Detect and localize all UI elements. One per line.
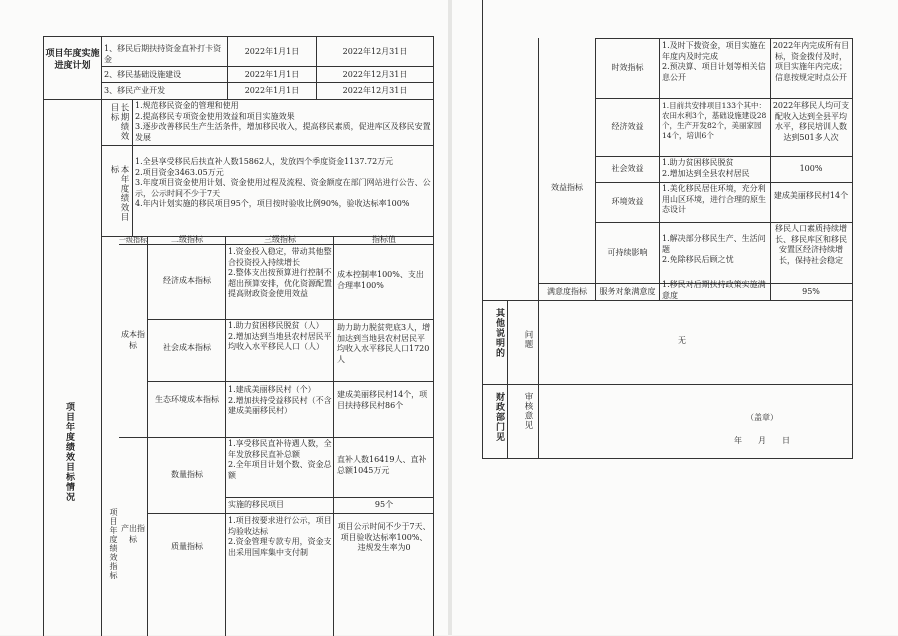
r-row-6-level3: 1.移民对后期扶持政策实施满意度 xyxy=(662,280,766,300)
row-2-value: 助力助力脱贫兜底3人，增加达到当地县农村居民平均收入水平移民人口1720人 xyxy=(337,323,431,364)
r-row-6-value: 95% xyxy=(802,287,820,296)
row-2-level2: 社会成本指标 xyxy=(163,343,211,352)
r-row-2-level3: 1.目前共安排项目133个其中：农田水利3个，基础设施建设28个，生产开发82个，美丽家园14个，培训6个 xyxy=(662,101,767,140)
schedule-row-1-name: 1、移民后期扶持资金直补打卡资金 xyxy=(104,44,222,64)
r-row-2-level2: 经济效益 xyxy=(611,122,644,131)
row-4-level2: 数量指标 xyxy=(171,470,203,479)
r-row-3-level3: 1.助力贫困移民脱贫 2.增加达到全县农村居民 xyxy=(662,158,750,178)
date-text: 年 月 日 xyxy=(734,436,790,445)
r-row-1-level3: 1.及时下拨资金，项目实施在年度内及时完成 2.预决算、项目计划等相关信息公开 xyxy=(662,41,766,82)
row-1-value: 成本控制率100%、支出合理率100% xyxy=(337,270,424,290)
schedule-row-3-end: 2022年12月31日 xyxy=(342,86,408,95)
row-5-value: 95个 xyxy=(374,500,394,509)
row-3-level2: 生态环境成本指标 xyxy=(155,395,219,404)
schedule-label: 项目年度实施进度计划 xyxy=(45,49,100,71)
schedule-row-1-end: 2022年12月31日 xyxy=(342,47,408,56)
output-label: 产出指标 xyxy=(121,524,145,544)
dept-label: 财政部门见 xyxy=(494,392,504,442)
long-term-label: 长期绩效目标 xyxy=(109,103,129,141)
row-6-level3: 1.项目按要求进行公示，项目均验收达标 2.资金管理专款专用，资金支出采用国库集中支付制 xyxy=(228,516,332,557)
long-term-text: 1.规范移民资金的管理和使用 2.提高移民专项资金使用效益和项目实施效果 3.逐步改善移民生产生活条件，增加移民收入，提高移民素质，促进库区及移民安置发展 xyxy=(135,101,431,142)
row-6-level2: 质量指标 xyxy=(171,542,203,551)
right-page xyxy=(452,0,898,635)
other-sub: 问题 xyxy=(523,330,533,349)
r-row-6-level1: 满意度指标 xyxy=(547,287,587,296)
annual-text: 1.全县享受移民后扶直补人数15862人，发放四个季度资金1137.72万元 2.项目资金3463.05万元 3.年度项目资金使用计划、资金使用过程及流程、资金额度在部门网站进行公告、公示，公示时间不少于7天 4.年内计划实施的移民项目95个，项目按时验收比例90%，验收达标率100% xyxy=(135,157,431,208)
row-4-value: 直补人数16419人、直补总额1045万元 xyxy=(337,455,427,475)
row-3-value: 建成美丽移民村14个，项目扶持移民村86个 xyxy=(337,390,428,410)
header-level1: 一级指标 xyxy=(119,236,147,244)
annual-label: 本年度绩效目标 xyxy=(109,165,129,222)
r-row-1-value: 2022年内完成所有目标，资金拨付及时，项目实施年内完成；信息按规定时点公开 xyxy=(772,41,850,82)
schedule-row-3-start: 2022年1月1日 xyxy=(244,86,300,95)
header-level2: 二级指标 xyxy=(171,235,203,244)
r-row-4-level3: 1.美化移民居住环境，充分利用山区环境，进行合理的原生态设计 xyxy=(662,184,766,214)
row-1-level2: 经济成本指标 xyxy=(163,276,211,285)
dept-sub: 审核意见 xyxy=(523,392,533,430)
row-6-value: 项目公示时间不少于7天、项目验收达标率100%、违规发生率为0 xyxy=(337,522,431,552)
cost-label: 成本指标 xyxy=(121,330,145,350)
r-row-5-value: 移民人口素质持续增长、移民库区和移民安置区经济持续增长，保持社会稳定 xyxy=(775,224,847,265)
left-page xyxy=(0,0,448,635)
r-row-3-value: 100% xyxy=(799,164,823,173)
r-row-6-level2: 服务对象满意度 xyxy=(599,287,656,296)
schedule-row-3-name: 3、移民产业开发 xyxy=(104,86,166,95)
row-2-level3: 1.助力贫困移民脱贫（人） 2.增加达到当地县农村居民平均收入水平移民人口（人） xyxy=(228,321,332,351)
r-row-5-level3: 1.解决部分移民生产、生活问题 2.免除移民后顾之忧 xyxy=(662,234,766,264)
r-row-3-level2: 社会效益 xyxy=(611,164,644,173)
row-1-level3: 1.资金投入稳定，带动其他整合投资投入持续增长 2.整体支出按预算进行控制不超出预算安排，优化资源配置提高财政资金使用效益 xyxy=(228,247,332,298)
indicator-section-label: 项目年度绩效指标 xyxy=(109,508,118,580)
r-row-4-level2: 环境效益 xyxy=(611,197,644,206)
r-row-1-level2: 时效指标 xyxy=(611,63,644,72)
header-value: 指标值 xyxy=(372,235,396,244)
row-3-level3: 1.建成美丽移民村（个） 2.增加扶持受益移民村（不含建成美丽移民村） xyxy=(228,385,332,415)
row-5-level3: 实施的移民项目 xyxy=(228,500,284,509)
schedule-row-2-start: 2022年1月1日 xyxy=(244,70,300,79)
section-label: 项目年度绩效目标情况 xyxy=(64,402,74,502)
row-4-level3: 1.享受移民直补待遇人数，全年发放移民直补总额 2.全年项目计划个数、资金总额 xyxy=(228,439,332,480)
r-row-5-level2: 可持续影响 xyxy=(607,248,648,257)
other-label: 其他说明的 xyxy=(494,308,504,358)
r-row-4-value: 建成美丽移民村14个 xyxy=(773,191,849,200)
schedule-row-2-name: 2、移民基础设施建设 xyxy=(104,70,182,79)
other-value: 无 xyxy=(678,336,686,345)
benefit-label: 效益指标 xyxy=(551,183,583,192)
seal-text: （盖章） xyxy=(746,413,778,422)
r-row-2-value: 2022年移民人均可支配收入达到全县平均水平，移民培训人数达到501多人次 xyxy=(772,101,850,142)
schedule-row-1-start: 2022年1月1日 xyxy=(244,47,300,56)
schedule-row-2-end: 2022年12月31日 xyxy=(342,70,408,79)
header-level3: 三级指标 xyxy=(264,235,296,244)
